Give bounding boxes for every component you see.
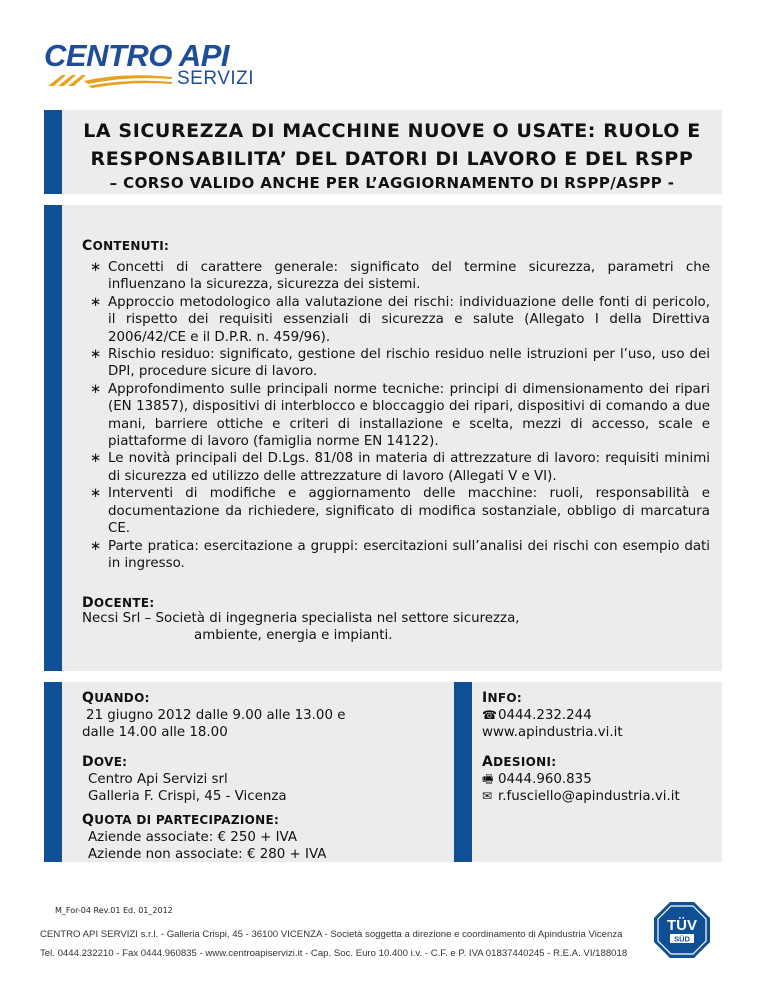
bullet-icon: ∗ [90, 451, 102, 467]
tuv-sub-text: SÜD [674, 934, 690, 944]
bullet-icon: ∗ [90, 260, 102, 275]
dove-heading: DOVE: [82, 754, 128, 770]
title-line-2: RESPONSABILITA’ DEL DATORI DI LAVORO E DEL RSPP [90, 148, 694, 170]
email-link[interactable]: r.fusciello@apindustria.vi.it [498, 789, 680, 804]
list-item: ∗ Concetti di carattere generale: significato del termine sicurezza, parametri che influenzano la sicurezza, sicurezza dei sistemi. [90, 260, 710, 293]
quando-block: QUANDO: 21 giugno 2012 dalle 9.00 alle 13.00 e dalle 14.00 alle 18.00 [82, 690, 346, 740]
phone-number[interactable]: 0444.232.244 [498, 708, 592, 723]
info-block [482, 690, 623, 741]
tuv-text: TÜV [667, 917, 697, 934]
title-line-3: – CORSO VALIDO ANCHE PER L’AGGIORNAMENTO DI RSPP/ASPP - [109, 174, 675, 192]
dove-block: DOVE: Centro Api Servizi srl Galleria F. Crispi, 45 - Vicenza [82, 754, 287, 804]
logo-sub-text: SERVIZI [177, 68, 255, 89]
footer-line-2: Tel. 0444.232210 - Fax 0444.960835 - www.centroapiservizi.it - Cap. Soc. Euro 10.400 i.v. - C.F. e P. IVA 01837440245 - R.E.A. VI/188018 [40, 948, 628, 959]
content-box [44, 205, 722, 671]
bullet-icon: ∗ [90, 486, 102, 502]
phone-icon: ☎ [482, 708, 497, 722]
logo-wings-icon [44, 72, 174, 88]
adesioni-block [482, 754, 680, 805]
logo-main-text: CENTRO API [44, 38, 230, 73]
tuv-certification-icon [652, 900, 712, 960]
contenuti-list [90, 259, 710, 572]
company-logo [44, 38, 256, 90]
quota-heading: QUOTA DI PARTECIPAZIONE: [82, 812, 280, 828]
bullet-icon: ∗ [90, 294, 102, 310]
fax-icon: 🖷 [482, 772, 494, 786]
list-item: ∗ Le novità principali del D.Lgs. 81/08 in materia di attrezzature di lavoro: requisiti minimi di sicurezza ed utilizzo delle attrezzature di lavoro (Allegati V e VI). [90, 451, 710, 484]
footer-line-1: CENTRO API SERVIZI s.r.l. - Galleria Crispi, 45 - 36100 VICENZA - Società soggetta a direzione e coordinamento di Apindustria Vicenza [40, 929, 623, 940]
docente-heading: DOCENTE: [82, 595, 155, 611]
bullet-icon: ∗ [90, 347, 102, 363]
list-item: ∗ Parte pratica: esercitazione a gruppi: esercitazioni sull’analisi dei rischi con esempio dati in ingresso. [90, 538, 710, 571]
title-line-1: LA SICUREZZA DI MACCHINE NUOVE O USATE: RUOLO E [83, 120, 701, 142]
docente-text: Necsi Srl – Società di ingegneria specialista nel settore sicurezza, ambiente, energia e impianti. [82, 611, 520, 644]
quota-block: QUOTA DI PARTECIPAZIONE: Aziende associate: € 250 + IVA Aziende non associate: € 280 + IVA [82, 812, 327, 862]
contenuti-heading: CONTENUTI: [82, 238, 170, 254]
bullet-icon: ∗ [90, 381, 102, 397]
website-link[interactable]: www.apindustria.vi.it [482, 725, 623, 740]
info-heading: INFO: [482, 690, 522, 706]
form-code: M_For-04 Rev.01 Ed. 01_2012 [55, 906, 173, 915]
details-box [44, 682, 454, 862]
mail-icon: ✉ [482, 789, 493, 803]
list-item: ∗ Interventi di modifiche e aggiornamento delle macchine: ruoli, responsabilità e documentazione da richiedere, significato di modifica sostanziale, obbligo di marcatura CE. [90, 486, 710, 537]
bullet-icon: ∗ [90, 538, 102, 554]
list-item: ∗ Approccio metodologico alla valutazione dei rischi: individuazione delle fonti di pericolo, il rispetto dei requisiti essenziali di sicurezza e salute (Allegato I della Direttiva 2006/42/CE e il D.P.R. n. 459/96). [90, 294, 710, 345]
contacts-box [454, 682, 722, 862]
title-box [44, 110, 722, 194]
list-item: ∗ Rischio residuo: significato, gestione del rischio residuo nelle istruzioni per l’uso, uso dei DPI, procedure sicure di lavoro. [90, 347, 710, 380]
adesioni-heading: ADESIONI: [482, 754, 557, 770]
fax-number[interactable]: 0444.960.835 [498, 772, 592, 787]
list-item: ∗ Approfondimento sulle principali norme tecniche: principi di dimensionamento dei ripari (EN 13857), dispositivi di interblocco e bloccaggio dei ripari, dispositivi di comando a due mani, barriere ottiche e criteri di installazione e scelta, mezzi di accesso, scale e piattaforme di lavoro (famiglia norme EN 14122). [90, 381, 710, 450]
quando-heading: QUANDO: [82, 690, 150, 706]
